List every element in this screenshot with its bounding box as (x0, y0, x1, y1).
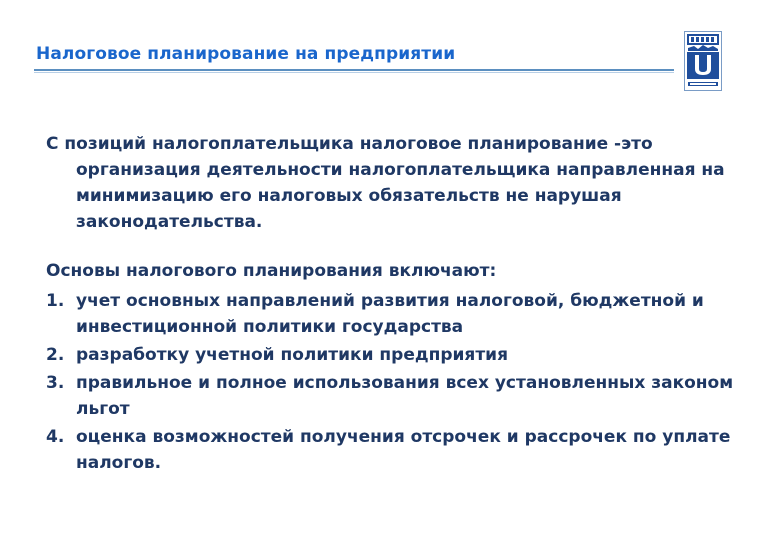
list-item-text: оценка возможностей получения отсрочек и рассрочек по уплате налогов. (76, 427, 731, 473)
list-item (46, 370, 746, 422)
list-intro: Основы налогового планирования включают: (46, 261, 497, 281)
list-item-number: 2. (46, 345, 65, 365)
list-item-number: 3. (46, 373, 65, 393)
list-item (46, 288, 746, 340)
list-item (46, 424, 746, 476)
slide-title: Налоговое планирование на предприятии (36, 44, 456, 64)
list-item-number: 1. (46, 291, 65, 311)
foundations-list (46, 288, 746, 476)
list-item-text: учет основных направлений развития налоговой, бюджетной и инвестиционной политики государства (76, 291, 704, 337)
logo-graphic (684, 31, 722, 91)
list-item (46, 342, 746, 368)
definition-paragraph: С позиций налогоплательщика налоговое планирование -это организация деятельности налогоплательщика направленная на минимизацию его налоговых обязательств не нарушая законодательства. (46, 134, 725, 232)
title-underline-light (34, 72, 674, 73)
slide-body (46, 131, 746, 478)
list-item-text: разработку учетной политики предприятия (76, 345, 509, 365)
list-item-number: 4. (46, 427, 65, 447)
company-logo (684, 31, 722, 91)
list-item-text: правильное и полное использования всех установленных законом льгот (76, 373, 734, 419)
paragraph-spacer (46, 235, 746, 258)
title-underline (34, 69, 674, 71)
